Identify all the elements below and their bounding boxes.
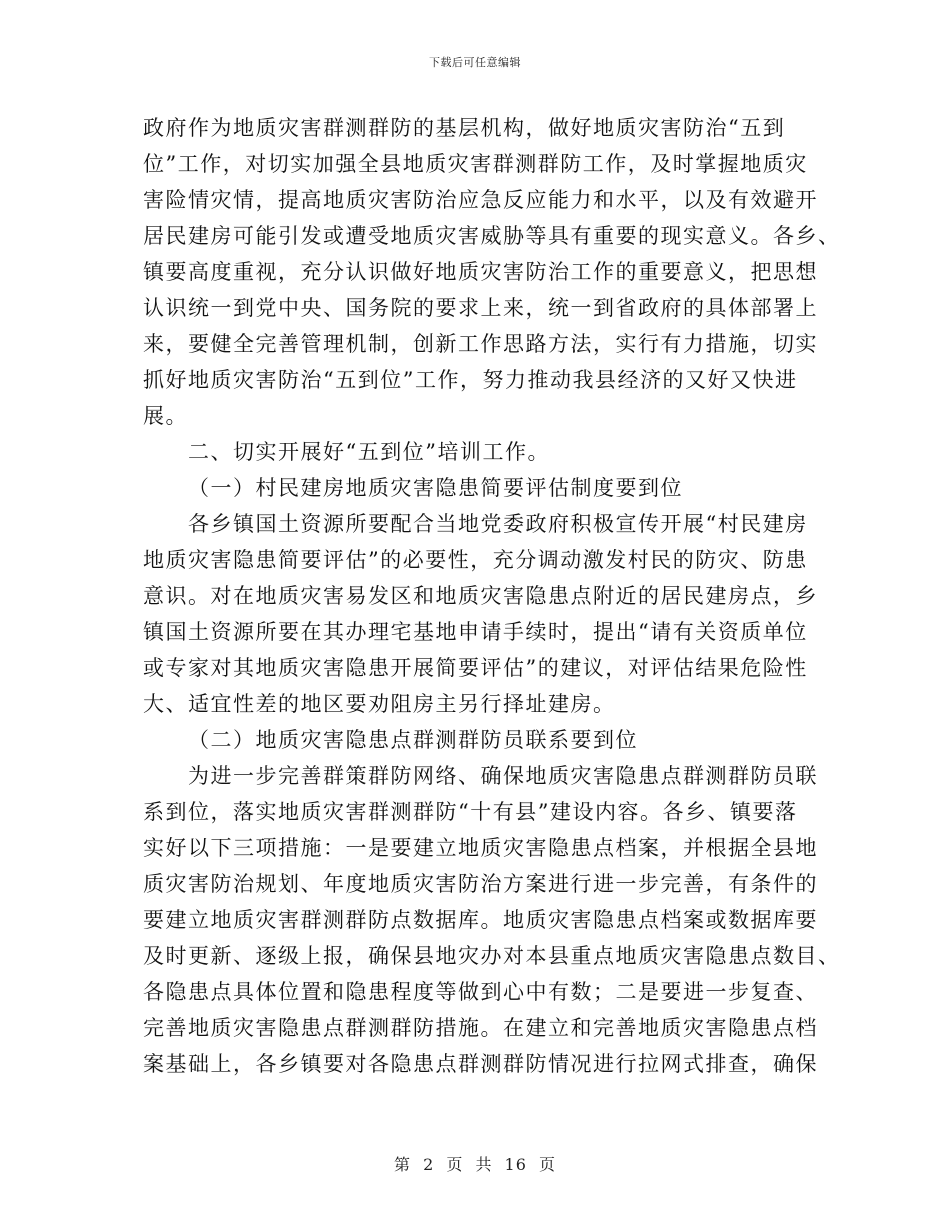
text-line: 镇要高度重视，充分认识做好地质灾害防治工作的重要意义，把思想: [143, 260, 818, 284]
text-line: 政府作为地质灾害群测群防的基层机构，做好地质灾害防治“五到: [143, 116, 786, 140]
text-line: 地质灾害隐患简要评估”的必要性，充分调动激发村民的防灾、防患: [143, 548, 808, 572]
text-line: 或专家对其地质灾害隐患开展简要评估”的建议，对评估结果危险性: [143, 656, 808, 680]
text-line: 系到位，落实地质灾害群测群防“十有县”建设内容。各乡、镇要落: [143, 800, 798, 824]
text-line: 镇国土资源所要在其办理宅基地申请手续时，提出“请有关资质单位: [143, 620, 808, 644]
text-line: 各乡镇国土资源所要配合当地党委政府积极宣传开展“村民建房: [188, 512, 808, 536]
text-line: 实好以下三项措施：一是要建立地质灾害隐患点档案，并根据全县地: [143, 836, 818, 860]
document-body: [143, 110, 841, 1082]
subsection-heading: （一）村民建房地质灾害隐患简要评估制度要到位: [188, 476, 683, 500]
text-line: 为进一步完善群策群防网络、确保地质灾害隐患点群测群防员联: [188, 764, 818, 788]
text-line: 意识。对在地质灾害易发区和地质灾害隐患点附近的居民建房点，乡: [143, 584, 818, 608]
text-line: 各隐患点具体位置和隐患程度等做到心中有数；二是要进一步复查、: [143, 980, 818, 1004]
text-line: 质灾害防治规划、年度地质灾害防治方案进行进一步完善，有条件的: [143, 872, 818, 896]
text-line: 抓好地质灾害防治“五到位”工作，努力推动我县经济的又好又快进: [143, 368, 798, 392]
text-line: 完善地质灾害隐患点群测群防措施。在建立和完善地质灾害隐患点档: [143, 1016, 818, 1040]
text-line: 案基础上，各乡镇要对各隐患点群测群防情况进行拉网式排查，确保: [143, 1052, 818, 1076]
text-line: 认识统一到党中央、国务院的要求上来，统一到省政府的具体部署上: [143, 296, 818, 320]
header-note: 下载后可任意编辑: [429, 56, 521, 69]
text-line: 大、适宜性差的地区要劝阻房主另行择址建房。: [143, 692, 616, 716]
subsection-heading: （二）地质灾害隐患点群测群防员联系要到位: [188, 728, 638, 752]
text-line: 及时更新、逐级上报，确保县地灾办对本县重点地质灾害隐患点数目、: [143, 944, 841, 968]
text-line: 来，要健全完善管理机制，创新工作思路方法，实行有力措施，切实: [143, 332, 818, 356]
text-line: 位”工作，对切实加强全县地质灾害群测群防工作，及时掌握地质灾: [143, 152, 808, 176]
section-heading: 二、切实开展好“五到位”培训工作。: [188, 440, 550, 464]
text-line: 居民建房可能引发或遭受地质灾害威胁等具有重要的现实意义。各乡、: [143, 224, 841, 248]
page-number: 第 2 页 共 16 页: [394, 1155, 556, 1174]
text-line: 害险情灾情，提高地质灾害防治应急反应能力和水平，以及有效避开: [143, 188, 818, 212]
text-line: 要建立地质灾害群测群防点数据库。地质灾害隐患点档案或数据库要: [143, 908, 818, 932]
text-line: 展。: [143, 404, 188, 428]
